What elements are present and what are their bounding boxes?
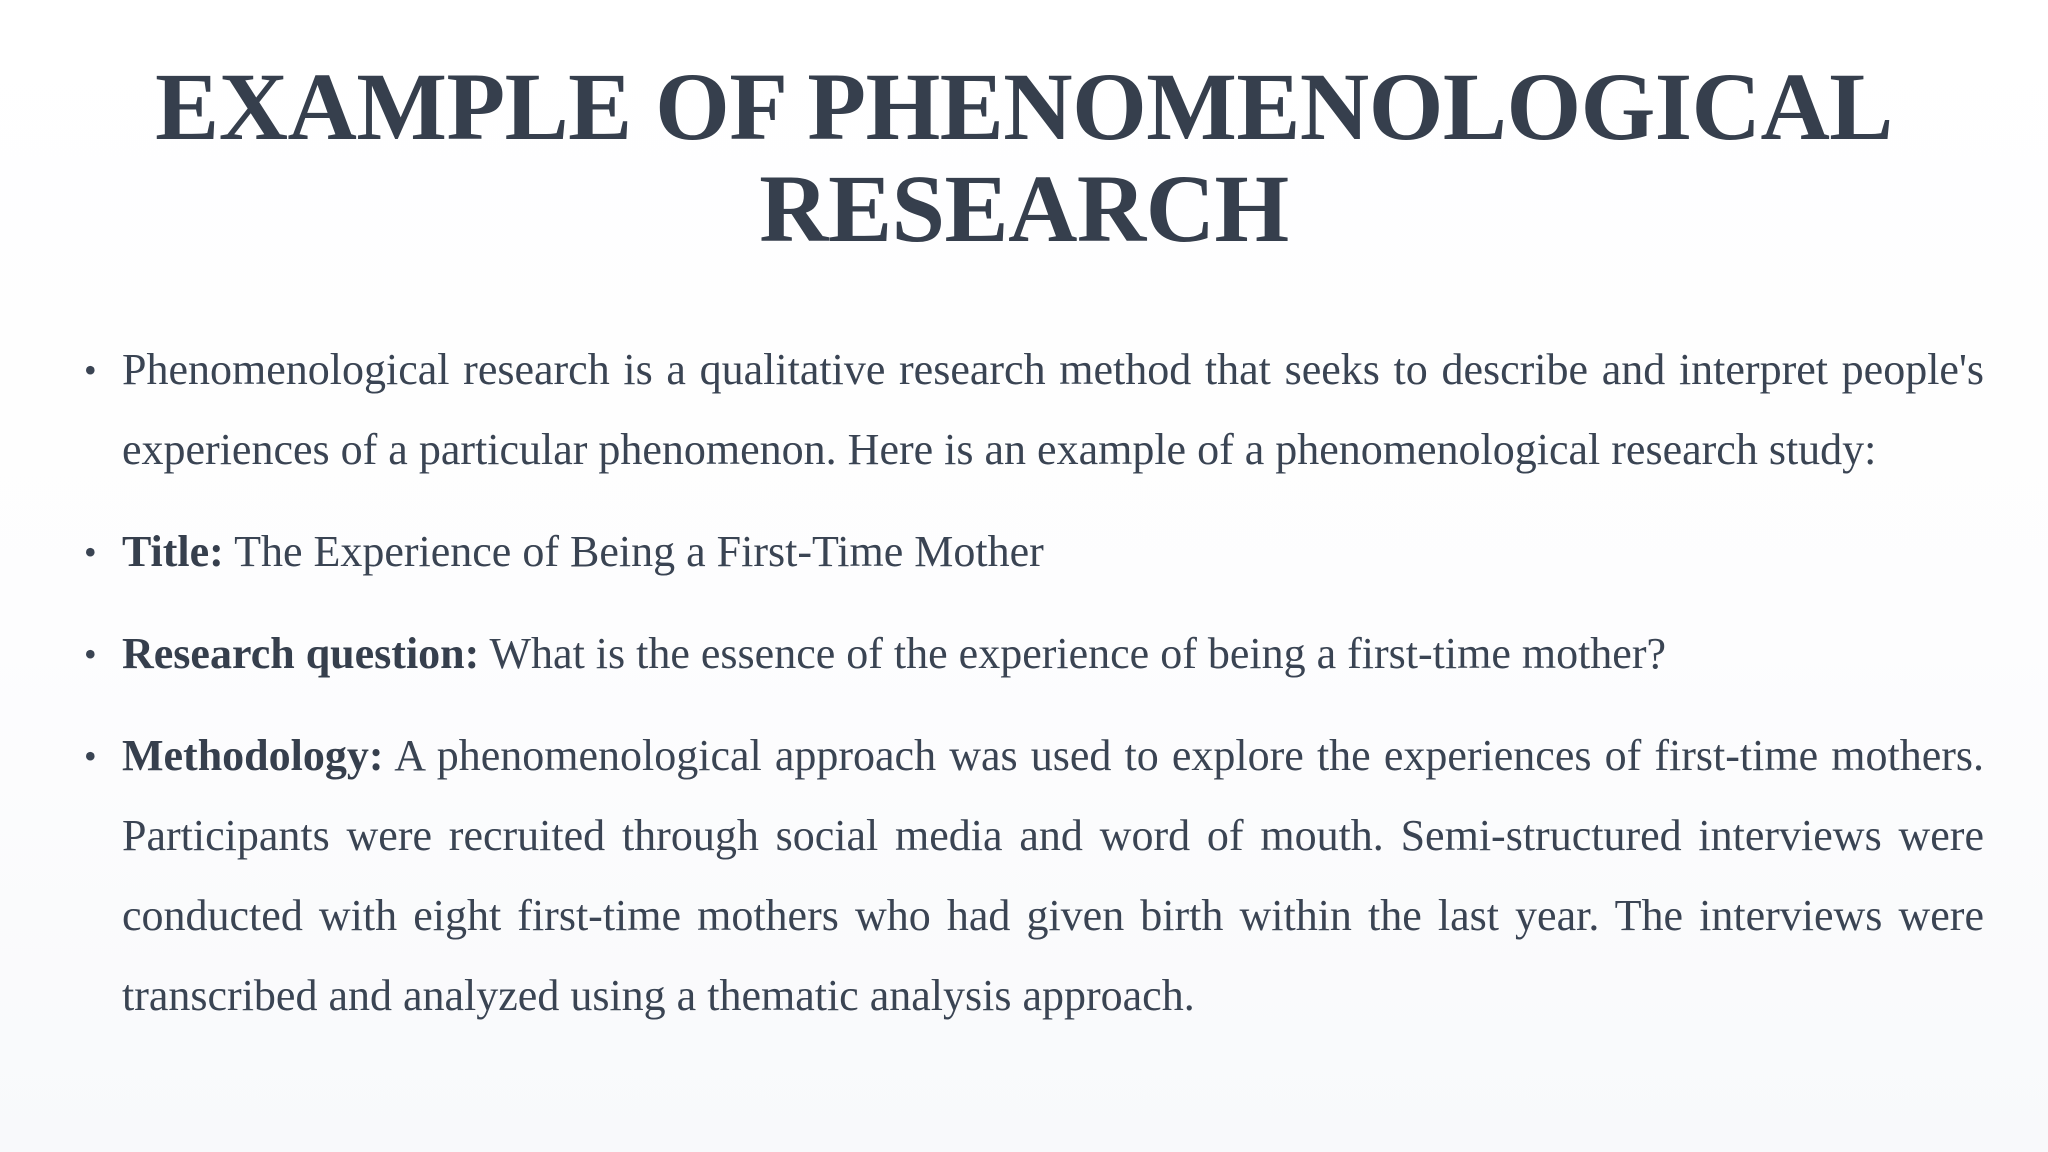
bullet-text: A phenomenological approach was used to explore the experiences of first-time mothers. Participants were recruited through social media and word of mouth. Semi-structured interviews were conducted with eight first-time mothers who had given birth within the last year. The interviews were transcribed and analyzed using a thematic analysis approach. <box>122 731 1984 1020</box>
bullet-label: Title: <box>122 527 224 576</box>
bullet-item-title <box>84 512 1984 592</box>
bullet-item-research-question <box>84 614 1984 694</box>
bullet-text: Phenomenological research is a qualitative research method that seeks to describe and interpret people's experiences of a particular phenomenon. Here is an example of a phenomenological research study: <box>122 345 1984 474</box>
bullet-icon: • <box>84 350 97 390</box>
bullet-icon: • <box>84 634 97 674</box>
bullet-list <box>84 330 1984 1058</box>
bullet-icon: • <box>84 736 97 776</box>
bullet-text: The Experience of Being a First-Time Mother <box>234 527 1044 576</box>
bullet-text: What is the essence of the experience of being a first-time mother? <box>489 629 1667 678</box>
bullet-item-intro <box>84 330 1984 490</box>
bullet-item-methodology <box>84 716 1984 1036</box>
slide-title: EXAMPLE OF PHENOMENOLOGICAL RESEARCH <box>155 53 1893 262</box>
bullet-icon: • <box>84 532 97 572</box>
bullet-label: Research question: <box>122 629 480 678</box>
bullet-label: Methodology: <box>122 731 384 780</box>
